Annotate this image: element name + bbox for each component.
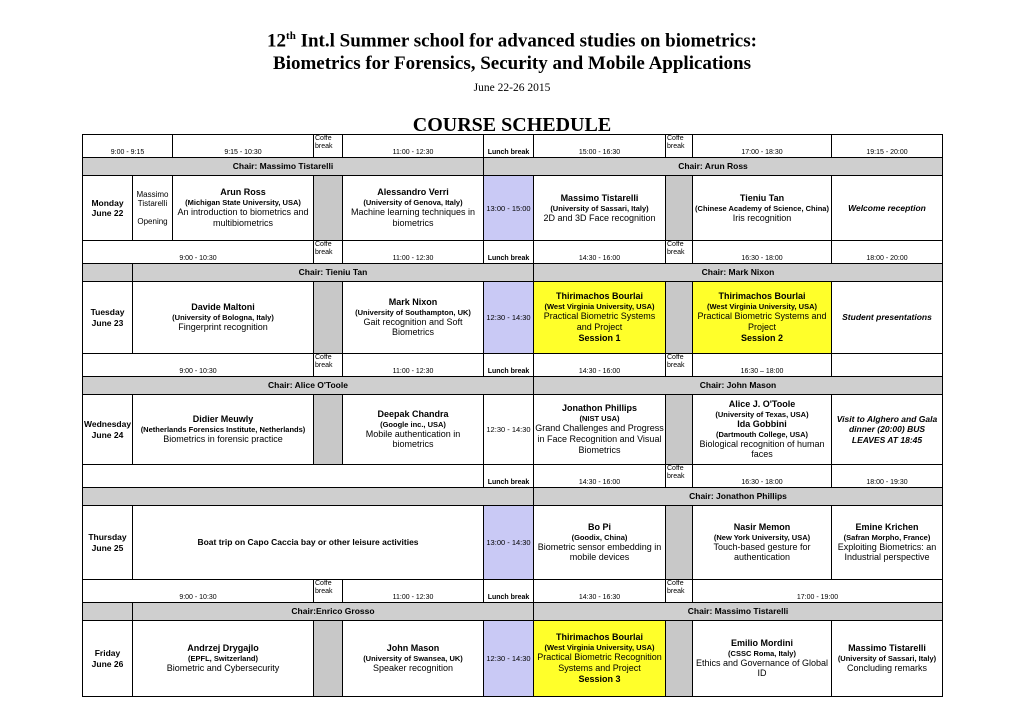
lecture-cell: Arun Ross (Michigan State University, USA) An introduction to biometrics and multibiometrics xyxy=(173,176,314,241)
time-cell: 16:30 - 18:00 xyxy=(693,465,832,488)
lecture-cell: Didier Meuwly (Netherlands Forensics Institute, Netherlands) Biometrics in forensic practice xyxy=(133,395,314,465)
time-cell: 14:30 - 16:00 xyxy=(534,241,666,264)
evening-event-cell: Welcome reception xyxy=(832,176,943,241)
chair-afternoon: Chair: Arun Ross xyxy=(484,158,943,176)
document-title: 12th Int.l Summer school for advanced studies on biometrics: xyxy=(267,30,757,52)
time-cell: 19:15 - 20:00 xyxy=(832,135,943,158)
coffee-break-label: Coffe break xyxy=(314,580,343,603)
chair-row-monday xyxy=(83,158,943,176)
day-cell: Tuesday June 23 xyxy=(83,282,133,354)
lunch-break-label: Lunch break xyxy=(484,465,534,488)
coffee-break-cell xyxy=(666,282,693,354)
chair-afternoon: Chair: John Mason xyxy=(534,377,943,395)
time-cell: 14:30 - 16:00 xyxy=(534,354,666,377)
coffee-break-cell xyxy=(666,506,693,580)
lecture-cell: Andrzej Drygajlo (EPFL, Switzerland) Biometric and Cybersecurity xyxy=(133,621,314,697)
session-row-friday xyxy=(83,621,943,697)
chair-row-thursday xyxy=(83,488,943,506)
time-cell: 11:00 - 12:30 xyxy=(343,135,484,158)
schedule-heading: COURSE SCHEDULE xyxy=(412,114,612,136)
lunch-break-label: Lunch break xyxy=(484,135,534,158)
lab-session-cell: Thirimachos Bourlai (West Virginia University, USA) Practical Biometric Recognition Systems and Project Session 3 xyxy=(534,621,666,697)
chair-spacer xyxy=(83,264,133,282)
opening-cell: Massimo Tistarelli Opening xyxy=(133,176,173,241)
lecture-cell: Alessandro Verri (University of Genova, Italy) Machine learning techniques in biometrics xyxy=(343,176,484,241)
lunch-break-label: Lunch break xyxy=(484,241,534,264)
coffee-break-label: Coffe break xyxy=(666,580,693,603)
lunch-time-cell: 12:30 - 14:30 xyxy=(484,395,534,465)
coffee-break-label: Coffe break xyxy=(314,241,343,264)
chair-afternoon: Chair: Jonathon Phillips xyxy=(534,488,943,506)
time-row-thursday xyxy=(83,465,943,488)
lecture-cell: Davide Maltoni (University of Bologna, Italy) Fingerprint recognition xyxy=(133,282,314,354)
time-cell: 14:30 - 16:00 xyxy=(534,465,666,488)
lecture-cell: Alice J. O'Toole (University of Texas, USA) Ida Gobbini (Dartmouth College, USA) Biological recognition of human faces xyxy=(693,395,832,465)
lecture-cell: Jonathon Phillips (NIST USA) Grand Challenges and Progress in Face Recognition and Visual Biometrics xyxy=(534,395,666,465)
lecture-cell: Tieniu Tan (Chinese Academy of Science, China) Iris recognition xyxy=(693,176,832,241)
lecture-cell: Massimo Tistarelli (University of Sassari, Italy) 2D and 3D Face recognition xyxy=(534,176,666,241)
time-cell: 17:00 - 18:30 xyxy=(693,135,832,158)
coffee-break-cell xyxy=(666,621,693,697)
time-row-monday xyxy=(83,135,943,158)
day-cell: Monday June 22 xyxy=(83,176,133,241)
course-schedule-table xyxy=(82,134,943,697)
lecture-cell: John Mason (University of Swansea, UK) Speaker recognition xyxy=(343,621,484,697)
leisure-activity-cell: Boat trip on Capo Caccia bay or other leisure activities xyxy=(133,506,484,580)
chair-row-wednesday xyxy=(83,377,943,395)
lab-session-cell: Thirimachos Bourlai (West Virginia University, USA) Practical Biometric Systems and Project Session 2 xyxy=(693,282,832,354)
coffee-break-label: Coffe break xyxy=(314,135,343,158)
coffee-break-cell xyxy=(666,395,693,465)
time-cell: 11:00 - 12:30 xyxy=(343,354,484,377)
coffee-break-cell xyxy=(314,395,343,465)
lunch-time-cell: 13:00 - 15:00 xyxy=(484,176,534,241)
time-cell xyxy=(832,354,943,377)
lecture-cell: Emilio Mordini (CSSC Roma, Italy) Ethics and Governance of Global ID xyxy=(693,621,832,697)
evening-event-cell: Student presentations xyxy=(832,282,943,354)
lecture-cell: Bo Pi (Goodix, China) Biometric sensor embedding in mobile devices xyxy=(534,506,666,580)
lecture-cell: Emine Krichen (Safran Morpho, France) Exploiting Biometrics: an Industrial perspective xyxy=(832,506,943,580)
time-cell: 9:00 - 10:30 xyxy=(83,241,314,264)
time-cell: 18:00 - 20:00 xyxy=(832,241,943,264)
coffee-break-label: Coffe break xyxy=(666,241,693,264)
time-cell: 9:00 - 10:30 xyxy=(83,580,314,603)
lecture-cell: Nasir Memon (New York University, USA) Touch-based gesture for authentication xyxy=(693,506,832,580)
coffee-break-label: Coffe break xyxy=(666,465,693,488)
lunch-break-label: Lunch break xyxy=(484,580,534,603)
session-row-wednesday xyxy=(83,395,943,465)
time-cell: 14:30 - 16:30 xyxy=(534,580,666,603)
time-cell: 16:30 – 18:00 xyxy=(693,354,832,377)
day-cell: Wednesday June 24 xyxy=(83,395,133,465)
time-cell xyxy=(83,465,484,488)
day-cell: Thursday June 25 xyxy=(83,506,133,580)
coffee-break-cell xyxy=(314,621,343,697)
coffee-break-cell xyxy=(666,176,693,241)
lunch-time-cell: 12:30 - 14:30 xyxy=(484,621,534,697)
lunch-time-cell: 13:00 - 14:30 xyxy=(484,506,534,580)
lunch-break-label: Lunch break xyxy=(484,354,534,377)
coffee-break-label: Coffe break xyxy=(314,354,343,377)
session-row-tuesday xyxy=(83,282,943,354)
time-cell: 16:30 - 18:00 xyxy=(693,241,832,264)
time-row-friday xyxy=(83,580,943,603)
time-cell: 9:15 - 10:30 xyxy=(173,135,314,158)
school-dates: June 22-26 2015 xyxy=(473,82,551,94)
session-row-monday xyxy=(83,176,943,241)
lecture-cell: Massimo Tistarelli (University of Sassari, Italy) Concluding remarks xyxy=(832,621,943,697)
time-row-wednesday xyxy=(83,354,943,377)
time-cell: 11:00 - 12:30 xyxy=(343,580,484,603)
time-cell: 18:00 - 19:30 xyxy=(832,465,943,488)
time-cell: 9:00 - 10:30 xyxy=(83,354,314,377)
coffee-break-label: Coffe break xyxy=(666,354,693,377)
evening-event-cell: Visit to Alghero and Gala dinner (20:00) BUS LEAVES AT 18:45 xyxy=(832,395,943,465)
chair-row-friday xyxy=(83,603,943,621)
day-cell: Friday June 26 xyxy=(83,621,133,697)
time-cell: 11:00 - 12:30 xyxy=(343,241,484,264)
chair-row-tuesday xyxy=(83,264,943,282)
chair-afternoon: Chair: Massimo Tistarelli xyxy=(534,603,943,621)
chair-morning: Chair: Massimo Tistarelli xyxy=(83,158,484,176)
chair-morning: Chair:Enrico Grosso xyxy=(133,603,534,621)
lecture-cell: Deepak Chandra (Google inc., USA) Mobile authentication in biometrics xyxy=(343,395,484,465)
time-cell: 17:00 - 19:00 xyxy=(693,580,943,603)
lab-session-cell: Thirimachos Bourlai (West Virginia University, USA) Practical Biometric Systems and Project Session 1 xyxy=(534,282,666,354)
lecture-cell: Mark Nixon (University of Southampton, UK) Gait recognition and Soft Biometrics xyxy=(343,282,484,354)
lunch-time-cell: 12:30 - 14:30 xyxy=(484,282,534,354)
coffee-break-label: Coffe break xyxy=(666,135,693,158)
time-row-tuesday xyxy=(83,241,943,264)
chair-morning: Chair: Alice O'Toole xyxy=(83,377,534,395)
document-subtitle: Biometrics for Forensics, Security and Mobile Applications xyxy=(273,53,751,74)
time-cell: 9:00 - 9:15 xyxy=(83,135,173,158)
session-row-thursday xyxy=(83,506,943,580)
coffee-break-cell xyxy=(314,282,343,354)
chair-morning xyxy=(83,488,534,506)
time-cell: 15:00 - 16:30 xyxy=(534,135,666,158)
chair-morning: Chair: Tieniu Tan xyxy=(133,264,534,282)
chair-spacer xyxy=(83,603,133,621)
chair-afternoon: Chair: Mark Nixon xyxy=(534,264,943,282)
coffee-break-cell xyxy=(314,176,343,241)
